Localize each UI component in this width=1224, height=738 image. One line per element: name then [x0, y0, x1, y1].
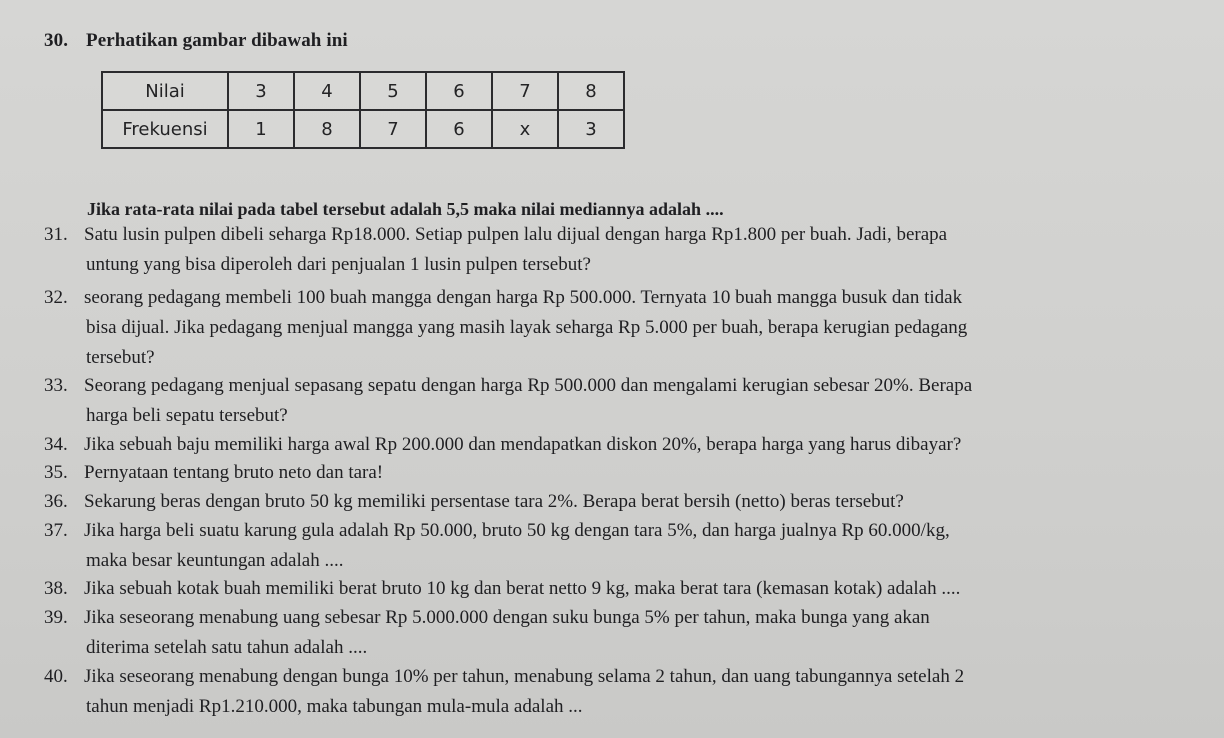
question-line: Sekarung beras dengan bruto 50 kg memiliki persentase tara 2%. Berapa berat bersih (netto) beras tersebut?: [84, 491, 904, 512]
question-33: [44, 371, 972, 431]
question-line: maka besar keuntungan adalah ....: [86, 550, 344, 571]
table-cell: 3: [558, 110, 624, 148]
question-30-text: Jika rata-rata nilai pada tabel tersebut adalah 5,5 maka nilai mediannya adalah ....: [87, 199, 724, 219]
question-number: 32.: [44, 287, 68, 308]
table-header-frekuensi: Frekuensi: [102, 110, 228, 148]
question-line: tahun menjadi Rp1.210.000, maka tabungan mula-mula adalah ...: [86, 696, 583, 717]
question-line: Pernyataan tentang bruto neto dan tara!: [84, 462, 384, 483]
question-number: 37.: [44, 520, 68, 541]
table-cell: 5: [360, 72, 426, 110]
table-row-frekuensi: [102, 110, 624, 148]
question-number: 36.: [44, 491, 68, 512]
table-cell: 8: [558, 72, 624, 110]
table-cell: 8: [294, 110, 360, 148]
question-number: 40.: [44, 666, 68, 687]
question-line: Seorang pedagang menjual sepasang sepatu dengan harga Rp 500.000 dan mengalami kerugian sebesar 20%. Berapa: [84, 375, 973, 396]
question-31: [44, 220, 947, 280]
question-line: Jika seseorang menabung uang sebesar Rp 5.000.000 dengan suku bunga 5% per tahun, maka bunga yang akan: [84, 607, 930, 628]
table-cell: 6: [426, 72, 492, 110]
question-number: 34.: [44, 434, 68, 455]
question-32: [44, 283, 967, 373]
table-row-nilai: [102, 72, 624, 110]
table-cell: 7: [360, 110, 426, 148]
question-number: 30.: [44, 30, 69, 51]
question-number: 38.: [44, 578, 68, 599]
question-number: 39.: [44, 607, 68, 628]
question-line: seorang pedagang membeli 100 buah mangga dengan harga Rp 500.000. Ternyata 10 buah mangga busuk dan tidak: [84, 287, 963, 308]
question-line: diterima setelah satu tahun adalah ....: [86, 637, 368, 658]
frequency-table: [101, 71, 625, 149]
question-line: Jika harga beli suatu karung gula adalah Rp 50.000, bruto 50 kg dengan tara 5%, dan harga jualnya Rp 60.000/kg,: [84, 520, 950, 541]
question-line: untung yang bisa diperoleh dari penjualan 1 lusin pulpen tersebut?: [86, 254, 591, 275]
question-number: 33.: [44, 375, 68, 396]
question-34: [44, 430, 961, 460]
question-35: [44, 458, 383, 488]
question-30-heading: [44, 30, 348, 52]
question-number: 35.: [44, 462, 68, 483]
question-36: [44, 487, 904, 517]
table-cell: 6: [426, 110, 492, 148]
question-30-title: Perhatikan gambar dibawah ini: [86, 30, 348, 51]
question-37: [44, 516, 950, 576]
question-line: Jika sebuah kotak buah memiliki berat bruto 10 kg dan berat netto 9 kg, maka berat tara (kemasan kotak) adalah ....: [84, 578, 961, 599]
question-number: 31.: [44, 224, 68, 245]
table-cell: 3: [228, 72, 294, 110]
question-line: Jika sebuah baju memiliki harga awal Rp 200.000 dan mendapatkan diskon 20%, berapa harga yang harus dibayar?: [84, 434, 962, 455]
table-cell: 4: [294, 72, 360, 110]
table-cell: 7: [492, 72, 558, 110]
table-cell: x: [492, 110, 558, 148]
question-line: Jika seseorang menabung dengan bunga 10% per tahun, menabung selama 2 tahun, dan uang tabungannya setelah 2: [84, 666, 965, 687]
question-line: Satu lusin pulpen dibeli seharga Rp18.000. Setiap pulpen lalu dijual dengan harga Rp1.800 per buah. Jadi, berapa: [84, 224, 948, 245]
question-line: harga beli sepatu tersebut?: [86, 405, 288, 426]
question-line: tersebut?: [86, 347, 155, 368]
question-line: bisa dijual. Jika pedagang menjual mangga yang masih layak seharga Rp 5.000 per buah, berapa kerugian pedagang: [86, 317, 968, 338]
table-header-nilai: Nilai: [102, 72, 228, 110]
question-38: [44, 574, 960, 604]
question-39: [44, 603, 930, 663]
question-40: [44, 662, 964, 722]
table-cell: 1: [228, 110, 294, 148]
